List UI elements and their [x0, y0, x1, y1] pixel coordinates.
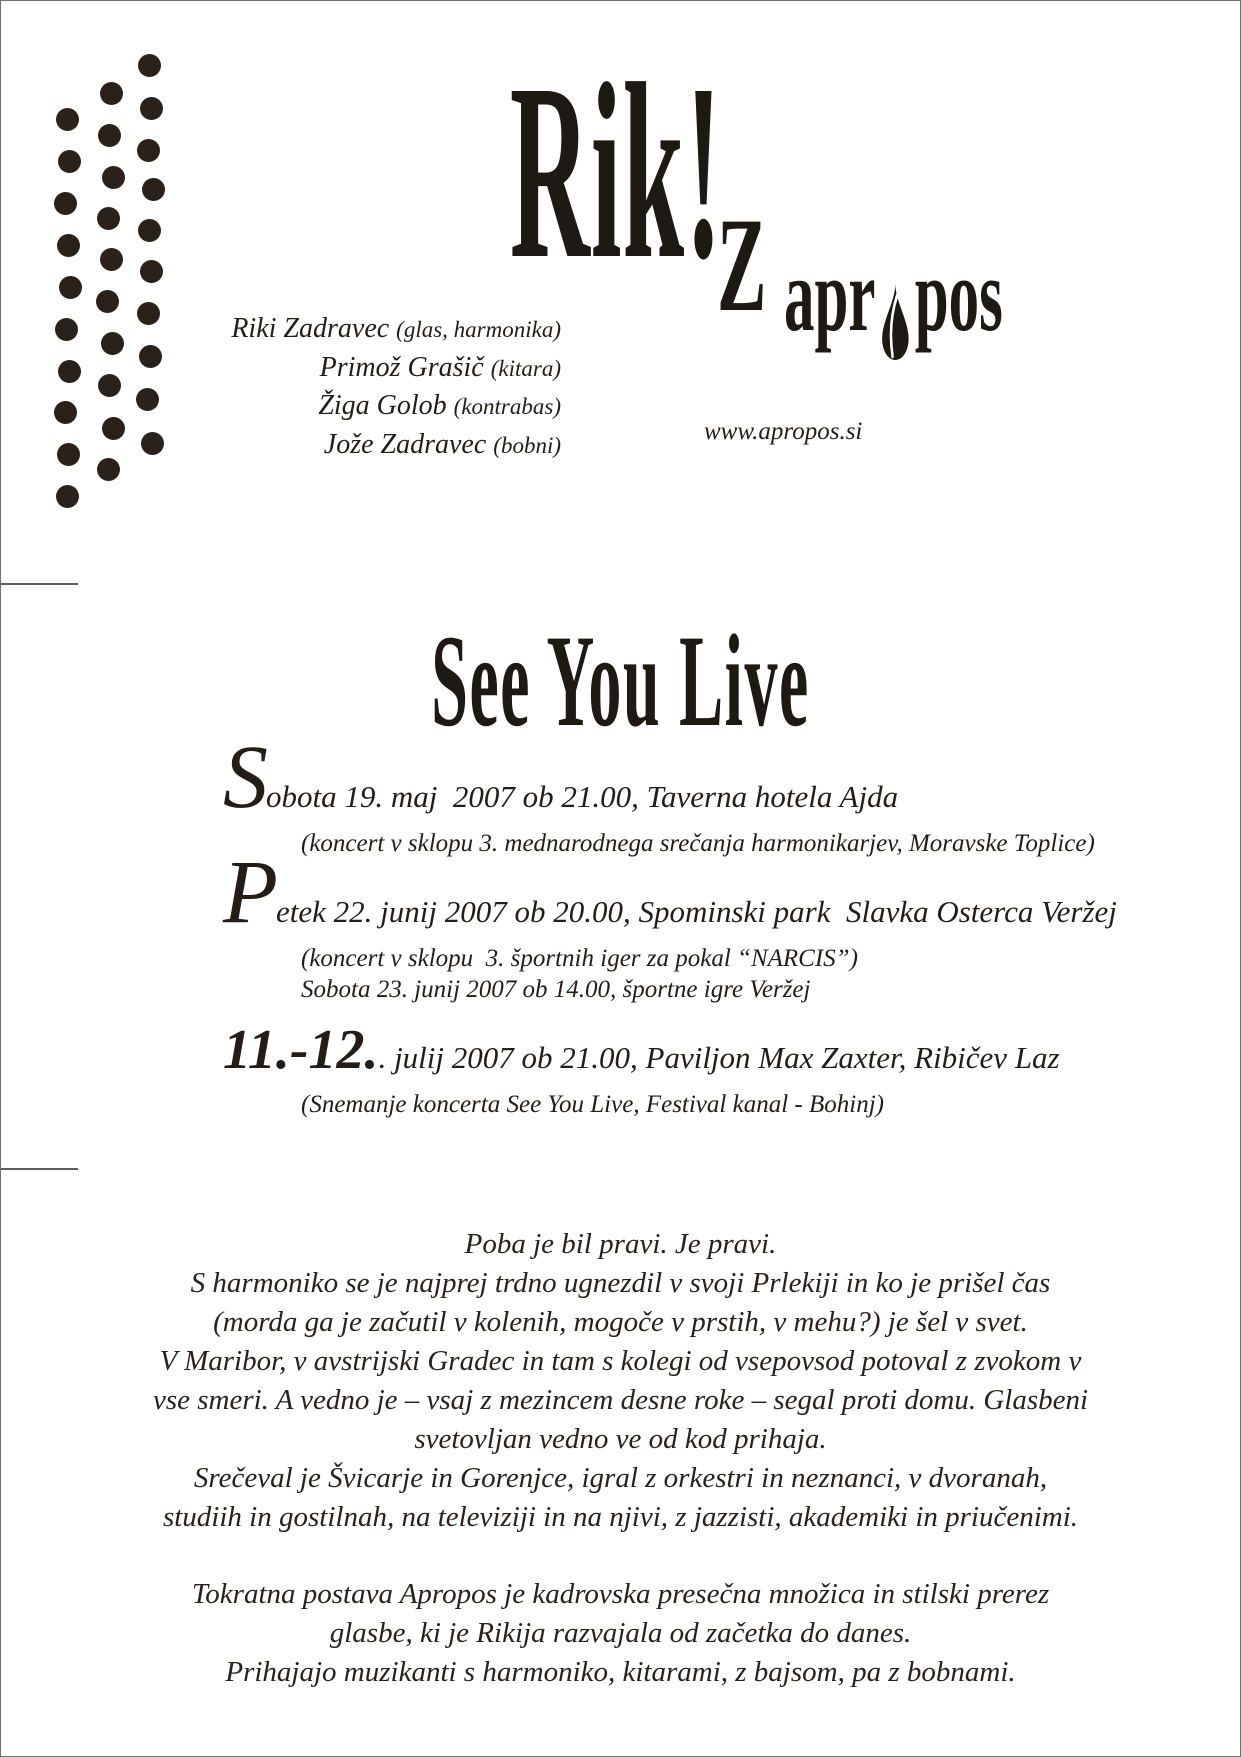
drop-icon — [877, 281, 913, 361]
event-entry — [223, 728, 1183, 859]
dot — [56, 485, 79, 508]
bio-line: V Maribor, v avstrijski Gradec in tam s kolegi od vsepovsod potoval z zvokom v — [159, 1345, 1082, 1377]
event-headline — [223, 1019, 1183, 1081]
bio-line: Srečeval je Švicarje in Gorenjce, igral z orkestri in neznanci, v dvoranah, — [193, 1462, 1048, 1494]
bio-paragraph — [1, 1225, 1240, 1537]
bio-line: S harmoniko se je najprej trdno ugnezdil v svoji Prlekiji in ko je prišel čas — [190, 1267, 1051, 1299]
bio-line: Prihajajo muzikanti s harmoniko, kitarami, z bajsom, pa z bobnami. — [225, 1656, 1016, 1688]
bio-line: vse smeri. A vedno je – vsaj z mezincem desne roke – segal proti domu. Glasbeni — [152, 1384, 1089, 1416]
dot — [58, 360, 81, 383]
dot — [101, 332, 124, 355]
event-subline: (Snemanje koncerta See You Live, Festival kanal - Bohinj) — [301, 1091, 884, 1118]
logo-apropos-post: pos — [914, 236, 1003, 353]
dot — [137, 302, 160, 325]
dot — [57, 443, 80, 466]
event-initial: 11.-12. — [223, 1019, 379, 1081]
bio-line: svetovljan vedno ve od kod prihaja. — [414, 1423, 827, 1455]
dot — [136, 388, 159, 411]
bio-paragraphs — [1, 1225, 1240, 1692]
dot — [140, 260, 163, 283]
event-sublines — [301, 1089, 1183, 1120]
event-details: obota 19. maj 2007 ob 21.00, Taverna hotela Ajda — [266, 779, 899, 814]
dot — [139, 345, 162, 368]
dot — [96, 290, 119, 313]
event-subline: Sobota 23. junij 2007 ob 14.00, športne igre Veržej — [301, 976, 811, 1003]
dot — [137, 139, 160, 162]
member-instrument: (bobni) — [493, 432, 561, 458]
concert-title: See You Live — [431, 607, 810, 754]
dot — [138, 54, 161, 77]
event-subline: (koncert v sklopu 3. športnih iger za pokal “NARCIS”) — [301, 945, 858, 972]
website-url: www.apropos.si — [704, 418, 863, 445]
member-name: Jože Zadravec — [323, 428, 494, 460]
dot — [98, 374, 121, 397]
logo-rik: Rik! — [509, 31, 723, 311]
dot — [100, 82, 123, 105]
logo-apropos-pre: apr — [784, 236, 876, 353]
event-sublines — [301, 828, 1183, 859]
bio-line: Tokratna postava Apropos je kadrovska presečna množica in stilski prerez — [191, 1578, 1050, 1610]
bio-line: glasbe, ki je Rikija razvajala od začetka do danes. — [329, 1617, 912, 1649]
member-line — [223, 428, 561, 467]
bio-paragraph — [1, 1575, 1240, 1692]
dot — [142, 178, 165, 201]
event-entry — [223, 1019, 1183, 1120]
logo-apropos — [784, 236, 1003, 353]
member-line — [223, 351, 561, 390]
member-name: Žiga Golob — [318, 390, 454, 421]
dot — [55, 318, 78, 341]
dot — [98, 124, 121, 147]
dot — [57, 234, 80, 257]
dot — [97, 207, 120, 230]
dot — [54, 192, 77, 215]
logo-z: Z — [717, 191, 767, 340]
event-details: . julij 2007 ob 21.00, Paviljon Max Zaxter, Ribičev Laz — [378, 1040, 1060, 1075]
event-sublines — [301, 943, 1183, 1005]
dot — [97, 458, 120, 481]
dot — [54, 401, 77, 424]
member-line — [223, 389, 561, 428]
fold-mark — [1, 583, 78, 585]
event-subline: (koncert v sklopu 3. mednarodnega srečanja harmonikarjev, Moravske Toplice) — [301, 830, 1095, 857]
bio-line: studiih in gostilnah, na televiziji in na njivi, z jazzisti, akademiki in priučenimi. — [162, 1501, 1079, 1533]
event-details: etek 22. junij 2007 ob 20.00, Spominski park Slavka Osterca Veržej — [275, 894, 1117, 929]
dot — [138, 219, 161, 242]
members-list — [223, 312, 561, 466]
events-list — [223, 728, 1183, 1150]
dot — [140, 97, 163, 120]
member-line — [223, 312, 561, 351]
member-instrument: (glas, harmonika) — [396, 317, 561, 342]
bio-line: (morda ga je začutil v kolenih, mogoče v prstih, v mehu?) je šel v svet. — [213, 1306, 1028, 1338]
event-initial: P — [223, 843, 276, 942]
dot — [102, 417, 125, 440]
member-instrument: (kontrabas) — [453, 394, 561, 419]
member-name: Riki Zadravec — [231, 313, 397, 344]
dot — [59, 276, 82, 299]
member-name: Primož Grašič — [319, 351, 491, 383]
dot — [100, 248, 123, 271]
event-headline — [223, 728, 1183, 827]
dot — [56, 108, 79, 131]
dot — [102, 166, 125, 189]
bio-line: Poba je bil pravi. Je pravi. — [464, 1228, 777, 1260]
dot — [58, 150, 81, 173]
member-instrument: (kitara) — [490, 355, 561, 381]
dot — [141, 432, 164, 455]
event-initial: S — [223, 728, 266, 827]
fold-mark — [1, 1168, 78, 1170]
